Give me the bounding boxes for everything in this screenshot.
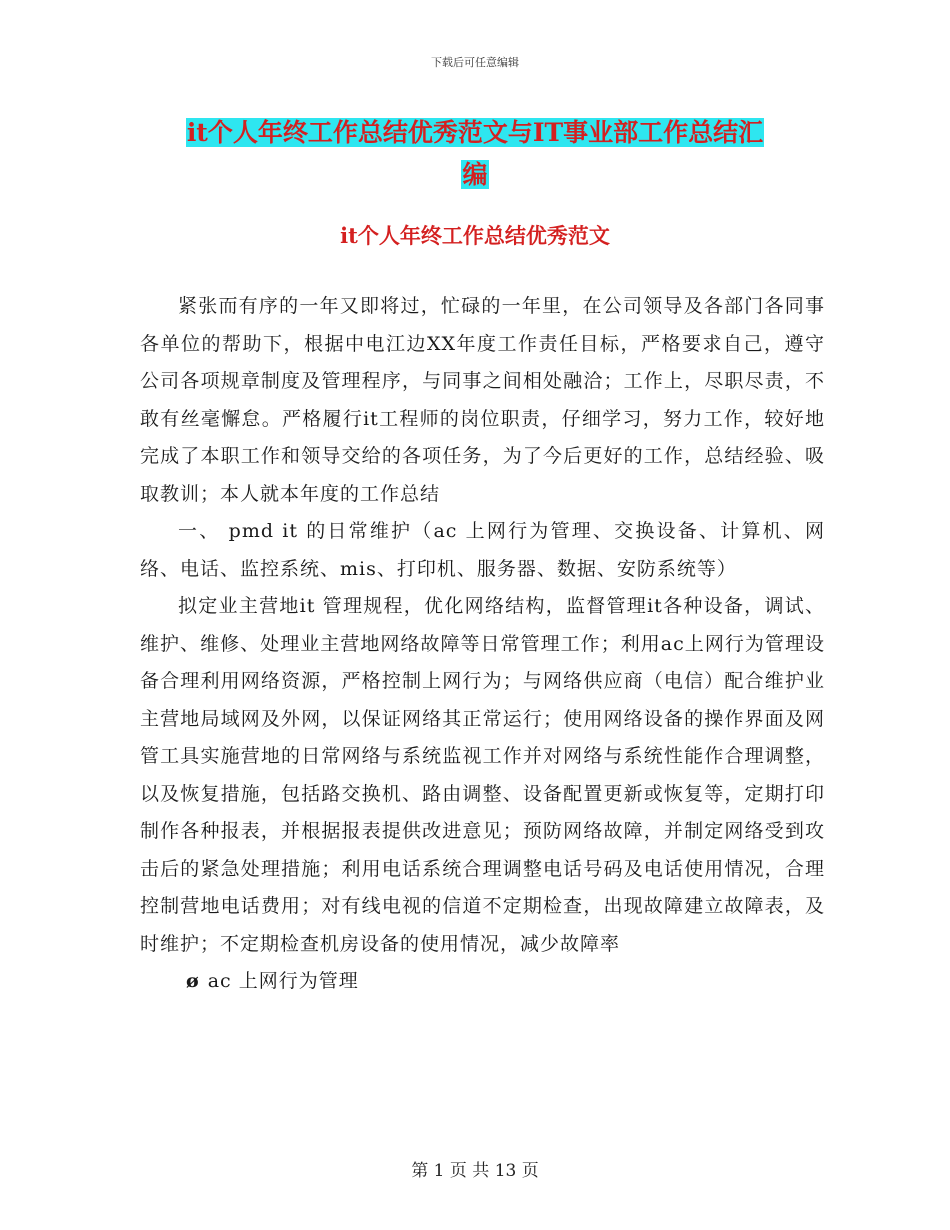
section-title: it个人年终工作总结优秀范文 [340,223,610,248]
bullet-item [140,963,825,1001]
paragraph-it-maintenance: 拟定业主营地it 管理规程，优化网络结构，监督管理it各种设备，调试、维护、维修、处理业主营地网络故障等日常管理工作；利用ac上网行为管理设备合理利用网络资源，严格控制上网行为；与网络供应商（电信）配合维护业主营地局域网及外网，以保证网络其正常运行；使用网络设备的操作界面及网管工具实施营地的日常网络与系统监视工作并对网络与系统性能作合理调整，以及恢复措施，包括路交换机、路由调整、设备配置更新或恢复等，定期打印制作各种报表，并根据报表提供改进意见；预防网络故障，并制定网络受到攻击后的紧急处理措施；利用电话系统合理调整电话号码及电话使用情况，合理控制营地电话费用；对有线电视的信道不定期检查，出现故障建立故障表，及时维护；不定期检查机房设备的使用情况，减少故障率 [140,595,825,955]
paragraph-intro: 紧张而有序的一年又即将过，忙碌的一年里，在公司领导及各部门各同事各单位的帮助下，根据中电江边XX年度工作责任目标，严格要求自己，遵守公司各项规章制度及管理程序，与同事之间相处融洽；工作上，尽职尽责，不敢有丝毫懈怠。严格履行it工程师的岗位职责，仔细学习，努力工作，较好地完成了本职工作和领导交给的各项任务，为了今后更好的工作，总结经验、吸取教训；本人就本年度的工作总结 [140,295,825,505]
document-title-line2: 编 [462,160,488,189]
document-title [130,112,820,196]
document-title-line1: it个人年终工作总结优秀范文与IT事业部工作总结汇 [186,118,764,147]
header-note: 下载后可任意编辑 [431,56,519,69]
page-footer: 第 1 页 共 13 页 [411,1161,539,1181]
bullet-text: ac 上网行为管理 [207,970,359,992]
body-text [140,288,825,1001]
bullet-mark-icon: ø [186,970,200,992]
paragraph-heading-1: 一、 pmd it 的日常维护（ac 上网行为管理、交换设备、计算机、网络、电话、监控系统、mis、打印机、服务器、数据、安防系统等） [140,520,825,580]
